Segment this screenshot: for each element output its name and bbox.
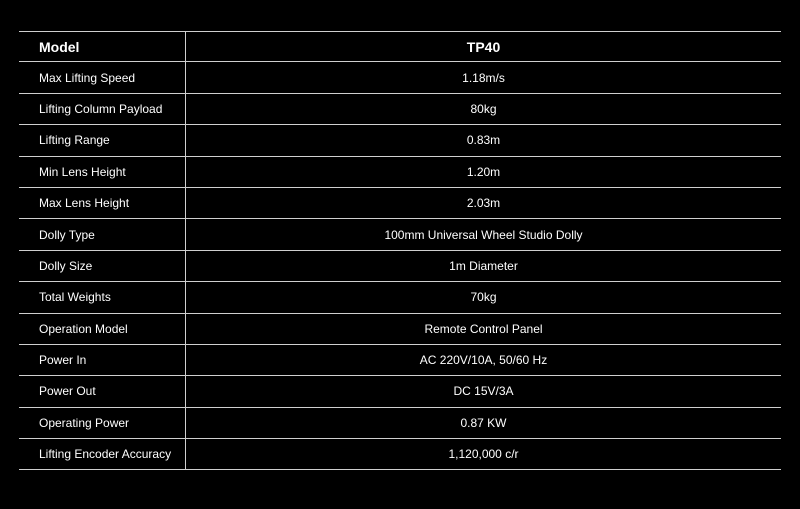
row-label: Max Lifting Speed bbox=[19, 62, 186, 92]
row-label: Total Weights bbox=[19, 282, 186, 312]
table-row bbox=[19, 188, 781, 219]
row-label: Lifting Range bbox=[19, 125, 186, 155]
table-row bbox=[19, 94, 781, 125]
row-label: Min Lens Height bbox=[19, 157, 186, 187]
row-label: Power In bbox=[19, 345, 186, 375]
table-row bbox=[19, 439, 781, 470]
header-value: TP40 bbox=[466, 38, 501, 55]
row-label: Operation Model bbox=[19, 314, 186, 344]
table-row bbox=[19, 408, 781, 439]
table-row bbox=[19, 345, 781, 376]
table-row bbox=[19, 376, 781, 407]
row-label: Operating Power bbox=[19, 408, 186, 438]
row-value: 0.83m bbox=[466, 133, 501, 148]
row-value: 0.87 KW bbox=[460, 415, 507, 430]
table-row bbox=[19, 157, 781, 188]
table-row bbox=[19, 282, 781, 313]
row-value: 1m Diameter bbox=[449, 258, 518, 273]
row-label: Dolly Type bbox=[19, 219, 186, 249]
row-label: Lifting Encoder Accuracy bbox=[19, 439, 186, 469]
row-value: 70kg bbox=[470, 290, 497, 305]
row-label: Max Lens Height bbox=[19, 188, 186, 218]
row-value: 100mm Universal Wheel Studio Dolly bbox=[384, 227, 583, 242]
row-value: 1.18m/s bbox=[462, 70, 505, 85]
row-label: Power Out bbox=[19, 376, 186, 406]
spec-table bbox=[19, 31, 781, 470]
table-header-row bbox=[19, 31, 781, 62]
row-value: Remote Control Panel bbox=[424, 321, 543, 336]
row-value: 2.03m bbox=[466, 196, 501, 211]
table-row bbox=[19, 62, 781, 93]
table-row bbox=[19, 251, 781, 282]
row-value: 1,120,000 c/r bbox=[448, 447, 519, 462]
row-label: Dolly Size bbox=[19, 251, 186, 281]
table-row bbox=[19, 219, 781, 250]
table-row bbox=[19, 125, 781, 156]
header-label: Model bbox=[19, 32, 186, 61]
row-value: 80kg bbox=[470, 101, 497, 116]
row-label: Lifting Column Payload bbox=[19, 94, 186, 124]
row-value: AC 220V/10A, 50/60 Hz bbox=[419, 353, 548, 368]
row-value: 1.20m bbox=[466, 164, 501, 179]
row-value: DC 15V/3A bbox=[453, 384, 514, 399]
table-row bbox=[19, 314, 781, 345]
